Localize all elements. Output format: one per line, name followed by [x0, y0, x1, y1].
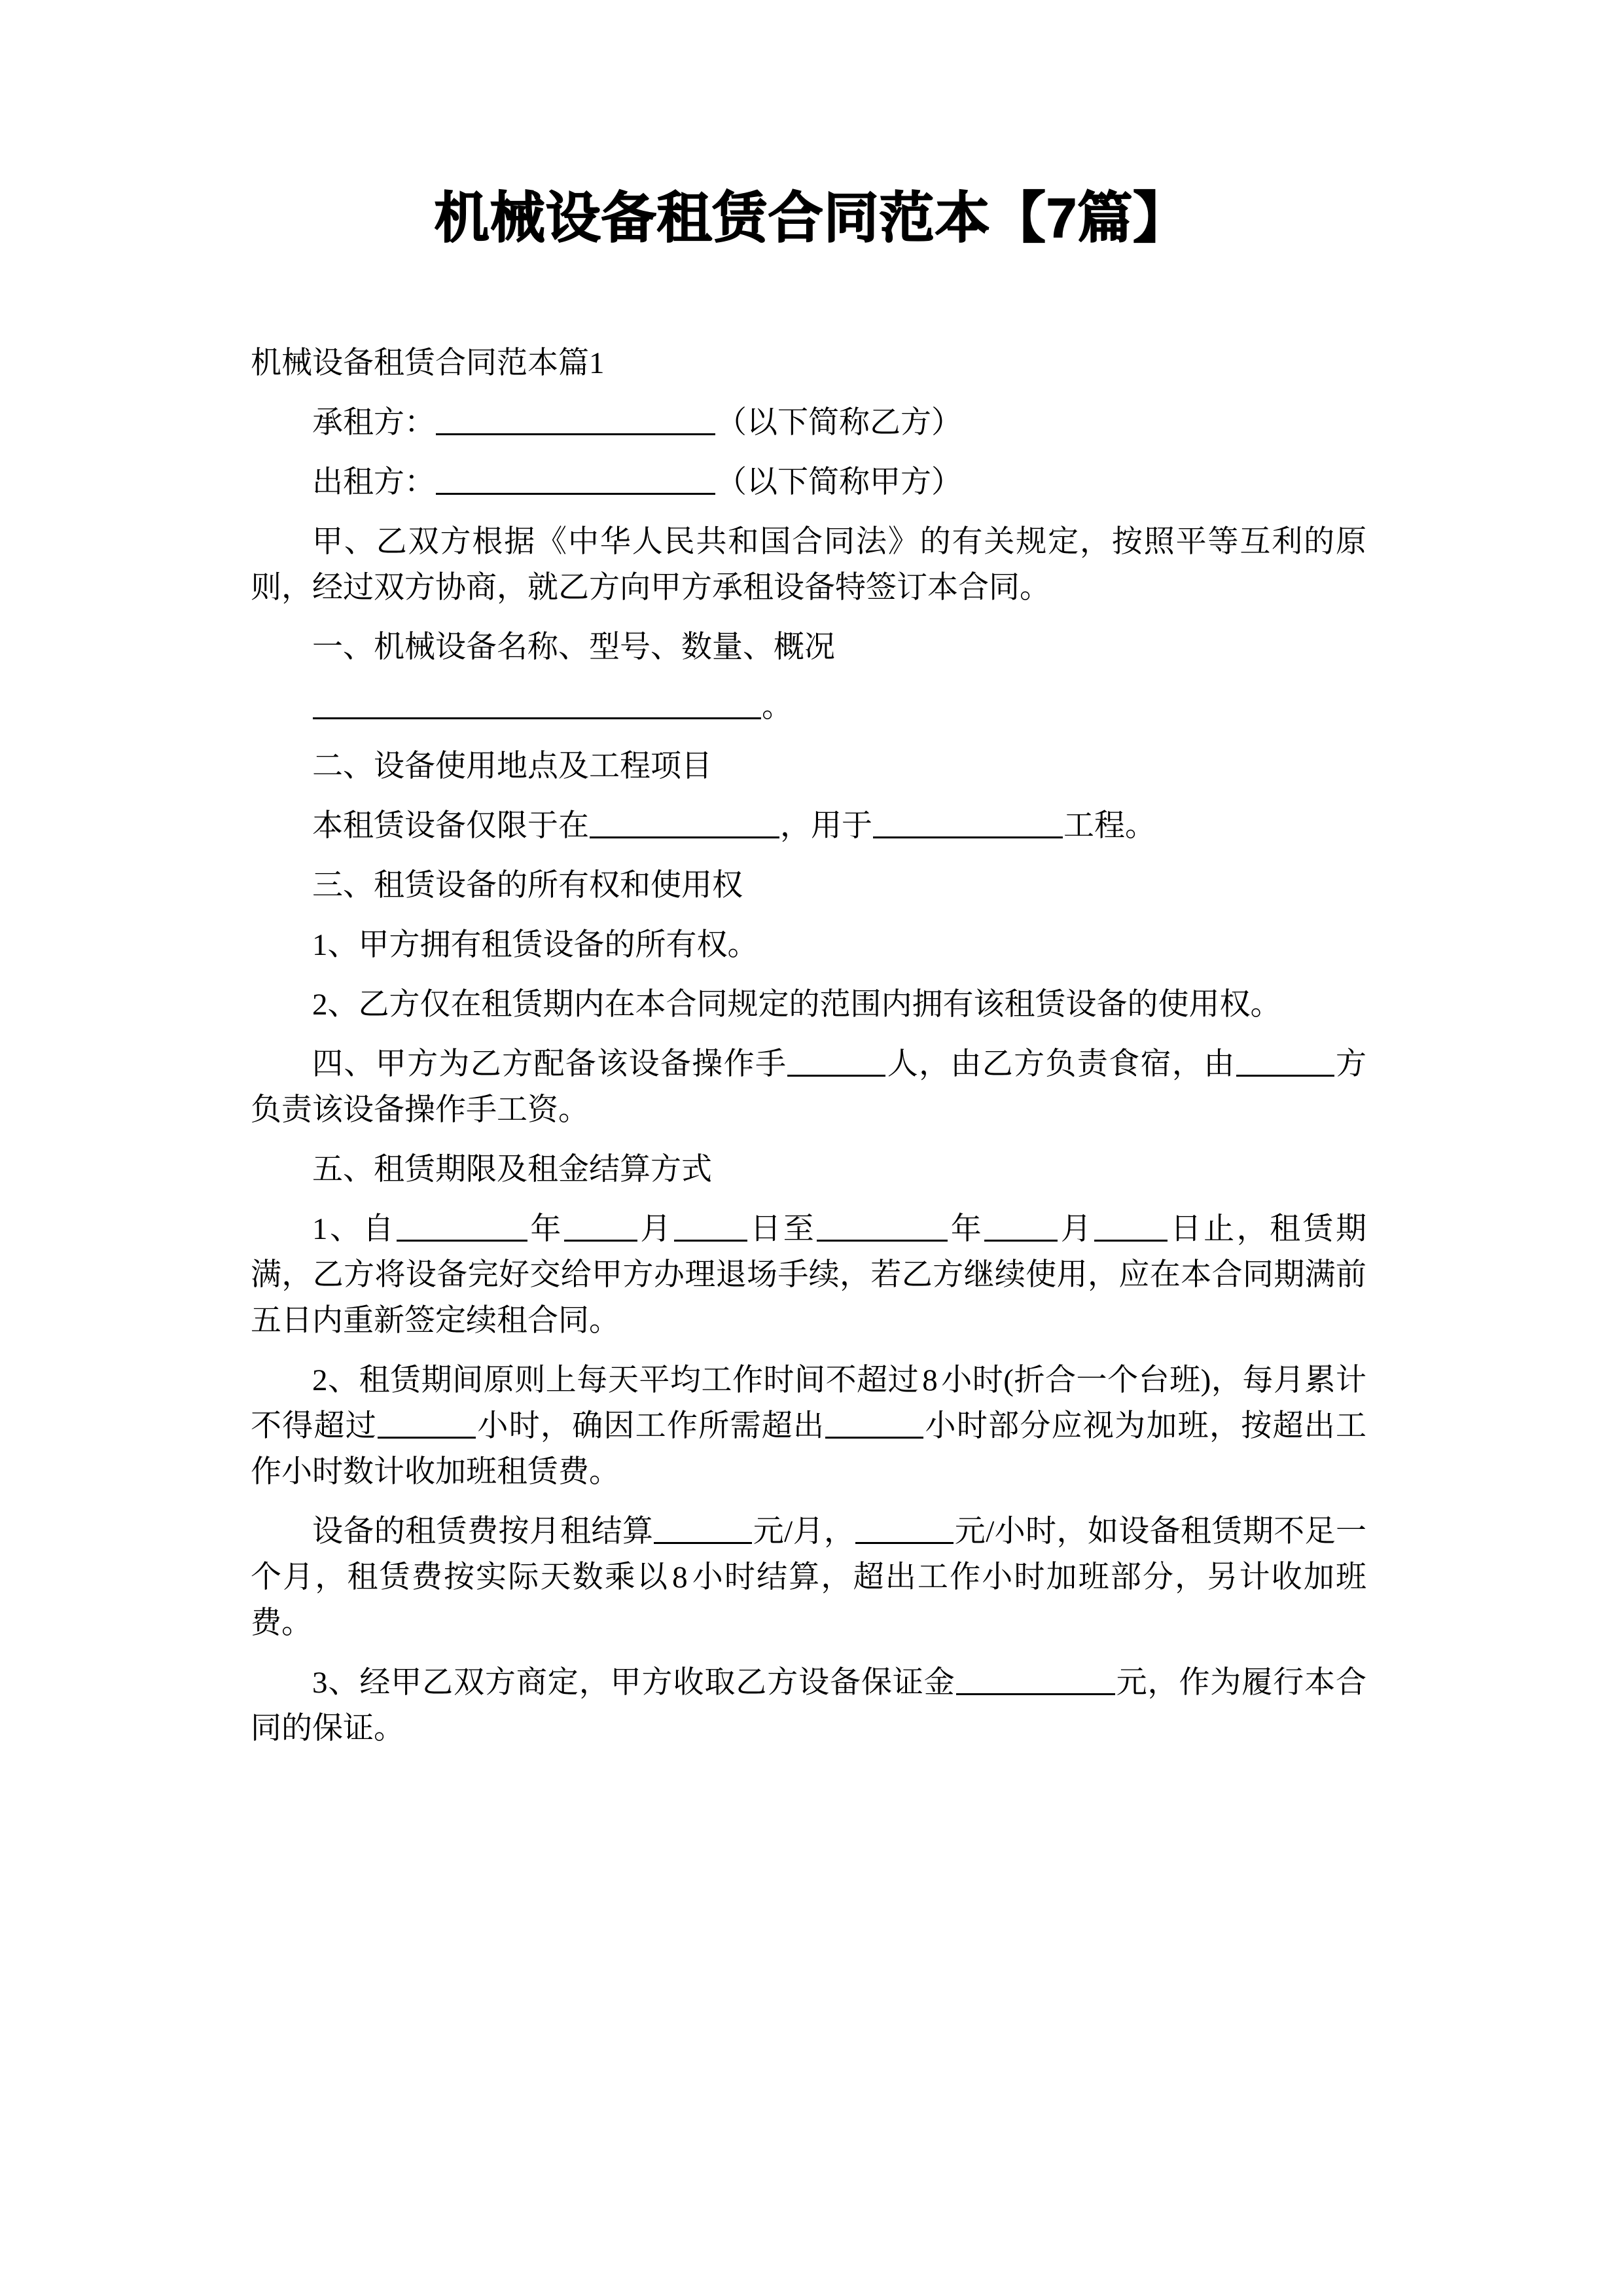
section-3-item-1-text: 1、甲方拥有租赁设备的所有权。 — [312, 928, 758, 962]
deposit-prefix: 3、经甲乙双方商定，甲方收取乙方设备保证金 — [312, 1666, 955, 1700]
section-3-item-2 — [251, 982, 1366, 1028]
rental-fee-suffix: 小时结算，超出工作小时加班部分，另计收加班费。 — [251, 1560, 1367, 1640]
monthly-hours-cap-blank[interactable] — [378, 1408, 476, 1439]
working-hours-prefix: 2、租赁期间原则上每天平均工作时间不超过 — [312, 1363, 919, 1397]
lease-period-suffix: 日止，租赁期满，乙方将设备完好交给甲方办理退场手续，若乙方继续使用，应在本合同期满前五日内重新签定续租合同。 — [251, 1212, 1367, 1338]
start-year-label: 年 — [527, 1212, 563, 1246]
usage-project-blank[interactable] — [873, 808, 1063, 838]
section-3-heading-text: 三、租赁设备的所有权和使用权 — [312, 869, 743, 903]
section-subtitle — [251, 340, 1366, 386]
preamble-paragraph — [251, 519, 1366, 611]
overtime-prefix: 小时，确因工作所需超出 — [476, 1409, 825, 1443]
lessor-label: 出租方： — [312, 465, 435, 499]
monthly-rate-label: 元/月， — [753, 1515, 855, 1549]
operator-middle: 人，由乙方负责食宿，由 — [886, 1047, 1236, 1081]
section-5-item-3 — [251, 1660, 1366, 1751]
section-3-item-1 — [251, 922, 1366, 968]
section-5-heading-text: 五、租赁期限及租金结算方式 — [312, 1153, 712, 1187]
usage-project-suffix: 工程。 — [1063, 809, 1156, 843]
lessee-suffix: （以下简称乙方） — [716, 406, 962, 440]
usage-project-prefix: ，用于 — [780, 809, 872, 843]
lessee-label: 承租方： — [312, 406, 435, 440]
document-body — [251, 340, 1366, 1765]
section-5-rental-fee — [251, 1509, 1366, 1646]
usage-location-blank[interactable] — [590, 808, 779, 838]
lessor-line — [251, 459, 1366, 505]
monthly-rate-blank[interactable] — [654, 1513, 752, 1544]
start-year-blank[interactable] — [397, 1211, 527, 1242]
section-5-item-1 — [251, 1206, 1366, 1344]
lessor-blank[interactable] — [436, 464, 715, 495]
overtime-suffix: 小时部分应视为加班，按超出工作小时数计收加班租赁费。 — [251, 1409, 1367, 1489]
daily-hours-value: 8 — [922, 1363, 938, 1397]
section-5-heading — [251, 1147, 1366, 1193]
lessee-blank[interactable] — [436, 404, 715, 435]
section-3-item-2-text: 2、乙方仅在租赁期内在本合同规定的范围内拥有该租赁设备的使用权。 — [312, 988, 1281, 1022]
section-3-heading — [251, 863, 1366, 908]
section-2-heading-text: 二、设备使用地点及工程项目 — [312, 749, 712, 783]
start-day-label: 日至 — [747, 1212, 817, 1246]
section-1-blank-line — [251, 684, 1366, 730]
equipment-description-blank[interactable] — [313, 689, 761, 719]
lessee-line — [251, 400, 1366, 446]
operator-wage-party-blank[interactable] — [1236, 1046, 1334, 1077]
lessor-suffix: （以下简称甲方） — [716, 465, 962, 499]
end-year-blank[interactable] — [817, 1211, 948, 1242]
start-month-label: 月 — [637, 1212, 673, 1246]
section-1-heading — [251, 624, 1366, 670]
settlement-hours-value: 8 — [672, 1560, 688, 1594]
end-month-blank[interactable] — [984, 1211, 1058, 1242]
section-1-heading-text: 一、机械设备名称、型号、数量、概况 — [312, 630, 835, 664]
rental-fee-prefix: 设备的租赁费按月租结算 — [312, 1515, 654, 1549]
end-year-label: 年 — [948, 1212, 984, 1246]
hourly-rate-blank[interactable] — [855, 1513, 954, 1544]
section-5-item-2 — [251, 1357, 1366, 1495]
operator-suffix: 方负责该设备操作手工资。 — [251, 1047, 1367, 1127]
deposit-amount-blank[interactable] — [956, 1664, 1115, 1695]
deposit-suffix: 元，作为履行本合同的保证。 — [251, 1666, 1367, 1746]
end-day-blank[interactable] — [1094, 1211, 1168, 1242]
lease-period-prefix: 1、自 — [312, 1212, 396, 1246]
section-1-blank-suffix: 。 — [762, 690, 793, 724]
start-day-blank[interactable] — [674, 1211, 747, 1242]
overtime-threshold-blank[interactable] — [825, 1408, 923, 1439]
subtitle-text: 机械设备租赁合同范本篇1 — [251, 346, 605, 380]
working-hours-middle: 小时(折合一个台班)，每月累计不得超过 — [251, 1363, 1366, 1443]
operator-prefix: 四、甲方为乙方配备该设备操作手 — [312, 1047, 787, 1081]
page-title: 机械设备租赁合同范本【7篇】 — [434, 187, 1189, 249]
section-4-body — [251, 1041, 1366, 1133]
hourly-rate-label: 元/小时，如设备租赁期不足一个月，租赁费按实际天数乘以 — [251, 1515, 1367, 1594]
section-2-heading — [251, 744, 1366, 789]
section-2-body — [251, 803, 1366, 849]
operator-count-blank[interactable] — [787, 1046, 885, 1077]
start-month-blank[interactable] — [564, 1211, 637, 1242]
usage-location-prefix: 本租赁设备仅限于在 — [312, 809, 589, 843]
end-month-label: 月 — [1058, 1212, 1094, 1246]
preamble-text: 甲、乙双方根据《中华人民共和国合同法》的有关规定，按照平等互利的原则，经过双方协商，就乙方向甲方承租设备特签订本合同。 — [251, 525, 1366, 605]
